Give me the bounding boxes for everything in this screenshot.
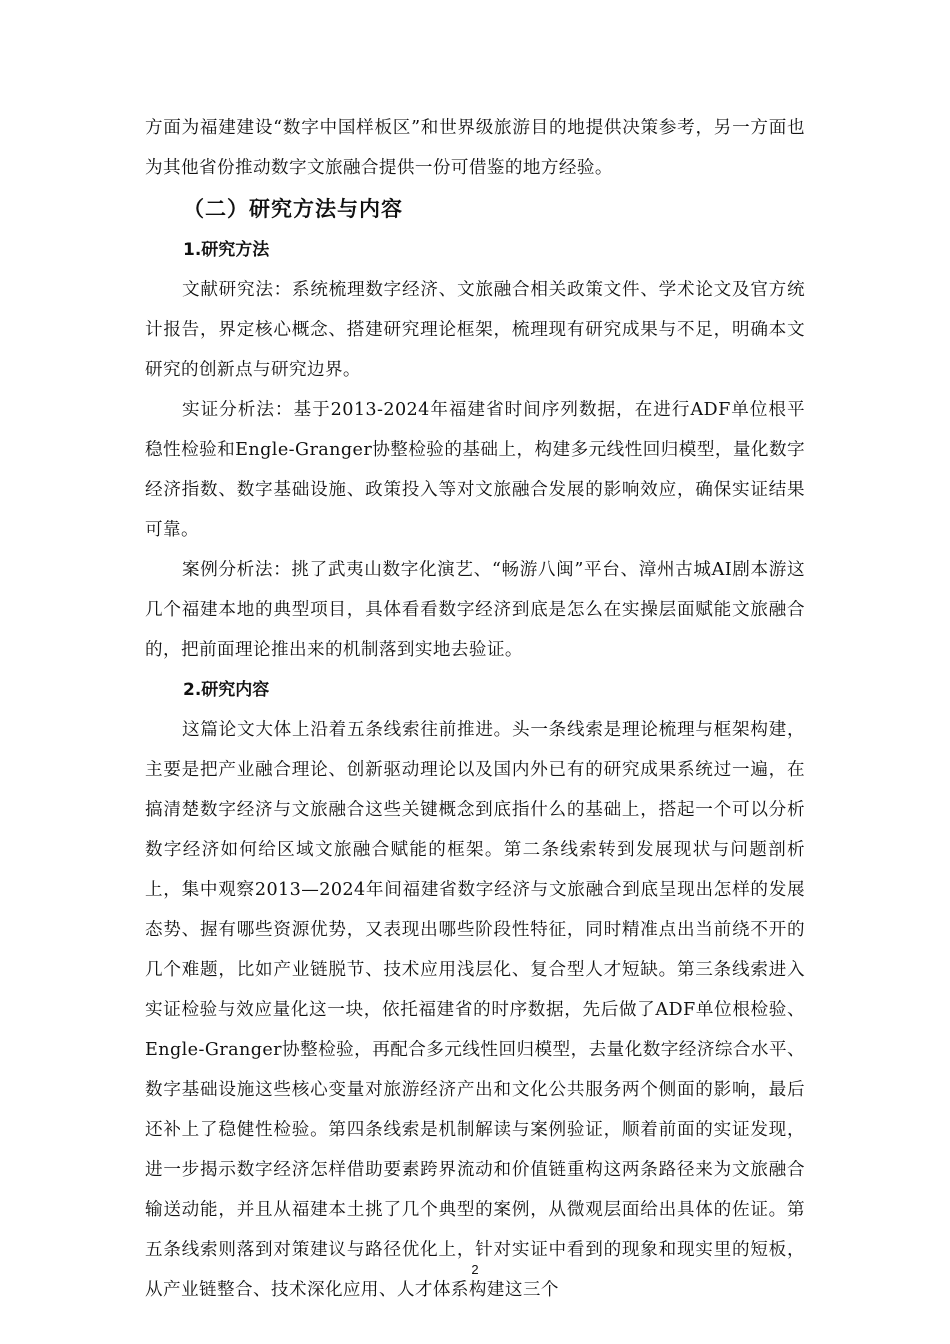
section-heading: （二）研究方法与内容 [183,197,403,221]
intro-paragraph: 方面为福建建设“数字中国样板区”和世界级旅游目的地提供决策参考，另一方面也为其他省份推动数字文旅融合提供一份可借鉴的地方经验。 [145,118,805,178]
page-number: 2 [471,1262,479,1277]
method-literature-paragraph: 文献研究法：系统梳理数字经济、文旅融合相关政策文件、学术论文及官方统计报告，界定核心概念、搭建研究理论框架，梳理现有研究成果与不足，明确本文研究的创新点与研究边界。 [145,280,805,380]
method-empirical-paragraph: 实证分析法：基于2013-2024年福建省时间序列数据，在进行ADF单位根平稳性检验和Engle-Granger协整检验的基础上，构建多元线性回归模型，量化数字经济指数、数字基础设施、政策投入等对文旅融合发展的影响效应，确保实证结果可靠。 [145,400,805,540]
method-case-paragraph: 案例分析法：挑了武夷山数字化演艺、“畅游八闽”平台、漳州古城AI剧本游这几个福建本地的典型项目，具体看看数字经济到底是怎么在实操层面赋能文旅融合的，把前面理论推出来的机制落到实地去验证。 [145,560,805,660]
content-heading: 2.研究内容 [183,680,270,700]
methods-heading: 1.研究方法 [183,240,270,260]
content-paragraph: 这篇论文大体上沿着五条线索往前推进。头一条线索是理论梳理与框架构建，主要是把产业融合理论、创新驱动理论以及国内外已有的研究成果系统过一遍，在搞清楚数字经济与文旅融合这些关键概念到底指什么的基础上，搭起一个可以分析数字经济如何给区域文旅融合赋能的框架。第二条线索转到发展现状与问题剖析上，集中观察2013—2024年间福建省数字经济与文旅融合到底呈现出怎样的发展态势、握有哪些资源优势，又表现出哪些阶段性特征，同时精准点出当前绕不开的几个难题，比如产业链脱节、技术应用浅层化、复合型人才短缺。第三条线索进入实证检验与效应量化这一块，依托福建省的时序数据，先后做了ADF单位根检验、Engle-Granger协整检验，再配合多元线性回归模型，去量化数字经济综合水平、数字基础设施这些核心变量对旅游经济产出和文化公共服务两个侧面的影响，最后还补上了稳健性检验。第四条线索是机制解读与案例验证，顺着前面的实证发现，进一步揭示数字经济怎样借助要素跨界流动和价值链重构这两条路径来为文旅融合输送动能，并且从福建本土挑了几个典型的案例，从微观层面给出具体的佐证。第五条线索则落到对策建议与路径优化上，针对实证中看到的现象和现实里的短板，从产业链整合、技术深化应用、人才体系构建这三个 [145,720,805,1300]
document-page [145,108,805,1310]
